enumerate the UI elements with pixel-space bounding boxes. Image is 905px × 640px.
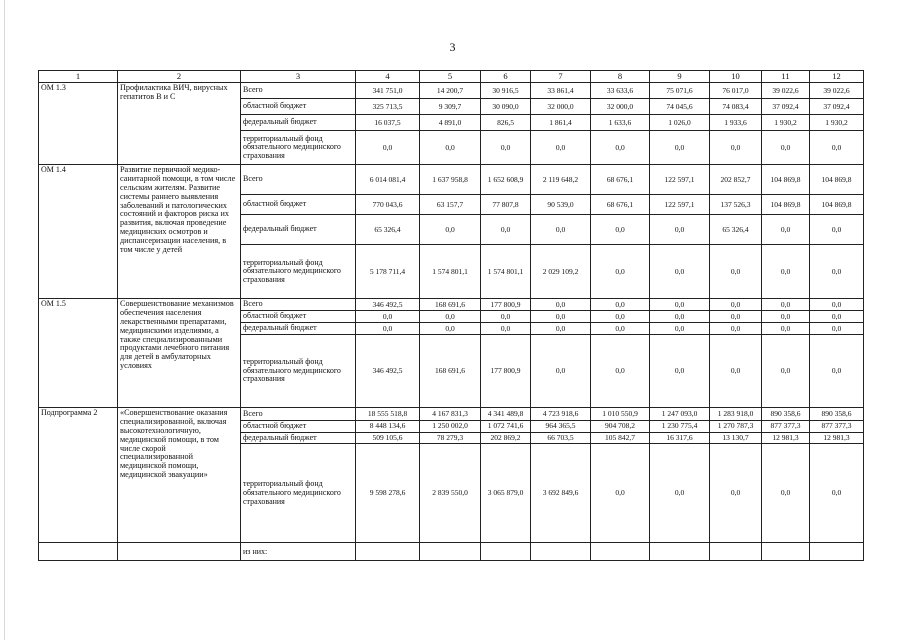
header-cell: 8	[591, 71, 650, 83]
amount-cell: 1 250 002,0	[420, 421, 481, 433]
amount-cell: 37 092,4	[762, 99, 810, 115]
table-row	[39, 299, 864, 311]
amount-cell: 137 526,3	[710, 195, 762, 215]
amount-cell: 346 492,5	[356, 299, 420, 311]
amount-cell: 1 574 801,1	[481, 245, 531, 299]
amount-cell: 826,5	[481, 115, 531, 131]
amount-cell: 0,0	[481, 323, 531, 335]
header-cell: 2	[118, 71, 241, 83]
amount-cell: 0,0	[356, 131, 420, 165]
amount-cell: 0,0	[650, 444, 710, 543]
amount-cell: 3 692 849,6	[531, 444, 591, 543]
amount-cell: 1 230 775,4	[650, 421, 710, 433]
amount-cell: 0,0	[420, 323, 481, 335]
scan-edge-line	[4, 0, 5, 640]
funding-source: территориальный фонд обязательного медицинского страхования	[241, 335, 356, 408]
header-cell: 1	[39, 71, 118, 83]
amount-cell: 2 839 550,0	[420, 444, 481, 543]
amount-cell: 0,0	[810, 131, 864, 165]
amount-cell: 30 090,0	[481, 99, 531, 115]
table-row	[39, 408, 864, 421]
amount-cell: 0,0	[531, 311, 591, 323]
measure-name: Профилактика ВИЧ, вирусных гепатитов В и С	[118, 83, 241, 165]
amount-cell: 0,0	[591, 335, 650, 408]
amount-cell: 0,0	[420, 131, 481, 165]
empty-cell	[356, 543, 420, 561]
amount-cell: 890 358,6	[810, 408, 864, 421]
amount-cell: 904 708,2	[591, 421, 650, 433]
funding-source: федеральный бюджет	[241, 432, 356, 444]
empty-cell	[710, 543, 762, 561]
amount-cell: 0,0	[762, 215, 810, 245]
header-cell: 3	[241, 71, 356, 83]
amount-cell: 30 916,5	[481, 83, 531, 99]
amount-cell: 9 309,7	[420, 99, 481, 115]
amount-cell: 0,0	[650, 245, 710, 299]
amount-cell: 0,0	[531, 335, 591, 408]
amount-cell: 0,0	[762, 335, 810, 408]
amount-cell: 1 637 958,8	[420, 165, 481, 195]
amount-cell: 74 045,6	[650, 99, 710, 115]
budget-table	[38, 70, 864, 561]
amount-cell: 1 026,0	[650, 115, 710, 131]
amount-cell: 1 010 550,9	[591, 408, 650, 421]
amount-cell: 0,0	[591, 311, 650, 323]
amount-cell: 0,0	[591, 444, 650, 543]
amount-cell: 1 247 093,0	[650, 408, 710, 421]
funding-source: областной бюджет	[241, 311, 356, 323]
amount-cell: 32 000,0	[531, 99, 591, 115]
amount-cell: 63 157,7	[420, 195, 481, 215]
empty-cell	[39, 543, 118, 561]
amount-cell: 105 842,7	[591, 432, 650, 444]
measure-name: Совершенствование механизмов обеспечения населения лекарственными препаратами, медицинскими изделиями, а также специализированными продуктами лечебного питания для детей в амбулаторных условиях	[118, 299, 241, 408]
amount-cell: 0,0	[762, 444, 810, 543]
header-cell: 6	[481, 71, 531, 83]
amount-cell: 39 022,6	[762, 83, 810, 99]
funding-source: Всего	[241, 83, 356, 99]
subtotal-label: из них:	[241, 543, 356, 561]
amount-cell: 0,0	[810, 444, 864, 543]
amount-cell: 33 861,4	[531, 83, 591, 99]
header-row	[39, 71, 864, 83]
empty-cell	[420, 543, 481, 561]
amount-cell: 1 283 918,0	[710, 408, 762, 421]
amount-cell: 1 270 787,3	[710, 421, 762, 433]
amount-cell: 78 279,3	[420, 432, 481, 444]
amount-cell: 90 539,0	[531, 195, 591, 215]
amount-cell: 68 676,1	[591, 195, 650, 215]
amount-cell: 75 071,6	[650, 83, 710, 99]
table-row	[39, 83, 864, 99]
amount-cell: 964 365,5	[531, 421, 591, 433]
amount-cell: 39 022,6	[810, 83, 864, 99]
amount-cell: 122 597,1	[650, 195, 710, 215]
amount-cell: 8 448 134,6	[356, 421, 420, 433]
funding-source: федеральный бюджет	[241, 323, 356, 335]
amount-cell: 4 341 489,8	[481, 408, 531, 421]
amount-cell: 0,0	[762, 299, 810, 311]
amount-cell: 168 691,6	[420, 299, 481, 311]
amount-cell: 18 555 518,8	[356, 408, 420, 421]
amount-cell: 0,0	[591, 131, 650, 165]
amount-cell: 0,0	[356, 323, 420, 335]
amount-cell: 0,0	[356, 311, 420, 323]
amount-cell: 0,0	[531, 299, 591, 311]
measure-code: ОМ 1.3	[39, 83, 118, 165]
empty-cell	[650, 543, 710, 561]
funding-source: Всего	[241, 165, 356, 195]
amount-cell: 1 930,2	[810, 115, 864, 131]
amount-cell: 104 869,8	[762, 195, 810, 215]
amount-cell: 13 130,7	[710, 432, 762, 444]
header-cell: 11	[762, 71, 810, 83]
amount-cell: 1 861,4	[531, 115, 591, 131]
amount-cell: 65 326,4	[710, 215, 762, 245]
funding-source: областной бюджет	[241, 195, 356, 215]
amount-cell: 0,0	[710, 131, 762, 165]
header-cell: 10	[710, 71, 762, 83]
amount-cell: 33 633,6	[591, 83, 650, 99]
amount-cell: 877 377,3	[762, 421, 810, 433]
amount-cell: 177 800,9	[481, 299, 531, 311]
amount-cell: 0,0	[810, 323, 864, 335]
amount-cell: 4 167 831,3	[420, 408, 481, 421]
amount-cell: 877 377,3	[810, 421, 864, 433]
funding-source: Всего	[241, 408, 356, 421]
empty-cell	[762, 543, 810, 561]
amount-cell: 0,0	[650, 335, 710, 408]
amount-cell: 0,0	[762, 311, 810, 323]
amount-cell: 68 676,1	[591, 165, 650, 195]
amount-cell: 9 598 278,6	[356, 444, 420, 543]
header-cell: 12	[810, 71, 864, 83]
amount-cell: 1 652 608,9	[481, 165, 531, 195]
amount-cell: 325 713,5	[356, 99, 420, 115]
amount-cell: 1 072 741,6	[481, 421, 531, 433]
page-number: 3	[449, 40, 456, 54]
amount-cell: 4 723 918,6	[531, 408, 591, 421]
amount-cell: 12 981,3	[810, 432, 864, 444]
amount-cell: 32 000,0	[591, 99, 650, 115]
amount-cell: 0,0	[810, 311, 864, 323]
amount-cell: 0,0	[481, 131, 531, 165]
funding-source: областной бюджет	[241, 421, 356, 433]
amount-cell: 890 358,6	[762, 408, 810, 421]
amount-cell: 0,0	[591, 245, 650, 299]
amount-cell: 122 597,1	[650, 165, 710, 195]
amount-cell: 0,0	[650, 299, 710, 311]
amount-cell: 77 807,8	[481, 195, 531, 215]
amount-cell: 0,0	[531, 131, 591, 165]
amount-cell: 2 119 648,2	[531, 165, 591, 195]
amount-cell: 0,0	[810, 299, 864, 311]
amount-cell: 1 633,6	[591, 115, 650, 131]
funding-source: территориальный фонд обязательного медицинского страхования	[241, 444, 356, 543]
amount-cell: 0,0	[531, 215, 591, 245]
amount-cell: 0,0	[650, 311, 710, 323]
amount-cell: 0,0	[810, 215, 864, 245]
amount-cell: 0,0	[762, 131, 810, 165]
amount-cell: 202 869,2	[481, 432, 531, 444]
amount-cell: 37 092,4	[810, 99, 864, 115]
empty-cell	[591, 543, 650, 561]
amount-cell: 202 852,7	[710, 165, 762, 195]
amount-cell: 0,0	[650, 215, 710, 245]
amount-cell: 104 869,8	[762, 165, 810, 195]
amount-cell: 177 800,9	[481, 335, 531, 408]
empty-cell	[531, 543, 591, 561]
measure-code: ОМ 1.4	[39, 165, 118, 299]
amount-cell: 770 043,6	[356, 195, 420, 215]
amount-cell: 12 981,3	[762, 432, 810, 444]
amount-cell: 0,0	[710, 245, 762, 299]
amount-cell: 0,0	[650, 131, 710, 165]
empty-cell	[118, 543, 241, 561]
amount-cell: 0,0	[762, 323, 810, 335]
funding-source: федеральный бюджет	[241, 115, 356, 131]
header-cell: 5	[420, 71, 481, 83]
amount-cell: 65 326,4	[356, 215, 420, 245]
funding-source: территориальный фонд обязательного медицинского страхования	[241, 131, 356, 165]
amount-cell: 0,0	[710, 444, 762, 543]
amount-cell: 0,0	[710, 299, 762, 311]
amount-cell: 66 703,5	[531, 432, 591, 444]
amount-cell: 1 933,6	[710, 115, 762, 131]
amount-cell: 0,0	[810, 335, 864, 408]
funding-source: территориальный фонд обязательного медицинского страхования	[241, 245, 356, 299]
amount-cell: 4 891,0	[420, 115, 481, 131]
funding-source: федеральный бюджет	[241, 215, 356, 245]
amount-cell: 1 930,2	[762, 115, 810, 131]
amount-cell: 74 083,4	[710, 99, 762, 115]
amount-cell: 16 317,6	[650, 432, 710, 444]
amount-cell: 0,0	[420, 215, 481, 245]
amount-cell: 76 017,0	[710, 83, 762, 99]
measure-name: «Совершенствование оказания специализированной, включая высокотехнологичную, медицинской помощи, в том числе скорой специализированной медицинской помощи, медицинской эвакуации»	[118, 408, 241, 543]
amount-cell: 2 029 109,2	[531, 245, 591, 299]
amount-cell: 6 014 081,4	[356, 165, 420, 195]
amount-cell: 0,0	[591, 215, 650, 245]
amount-cell: 0,0	[810, 245, 864, 299]
empty-cell	[481, 543, 531, 561]
amount-cell: 5 178 711,4	[356, 245, 420, 299]
amount-cell: 341 751,0	[356, 83, 420, 99]
amount-cell: 0,0	[481, 311, 531, 323]
amount-cell: 0,0	[710, 335, 762, 408]
amount-cell: 0,0	[531, 323, 591, 335]
header-cell: 4	[356, 71, 420, 83]
amount-cell: 0,0	[420, 311, 481, 323]
amount-cell: 0,0	[591, 323, 650, 335]
header-cell: 9	[650, 71, 710, 83]
amount-cell: 0,0	[591, 299, 650, 311]
amount-cell: 1 574 801,1	[420, 245, 481, 299]
amount-cell: 0,0	[762, 245, 810, 299]
table-row	[39, 543, 864, 561]
amount-cell: 0,0	[650, 323, 710, 335]
measure-code: ОМ 1.5	[39, 299, 118, 408]
measure-name: Развитие первичной медико-санитарной помощи, в том числе сельским жителям. Развитие системы раннего выявления заболеваний и патологических состояний и факторов риска их развития, включая проведение медицинских осмотров и диспансеризации населения, в том числе у детей	[118, 165, 241, 299]
amount-cell: 104 869,8	[810, 195, 864, 215]
amount-cell: 346 492,5	[356, 335, 420, 408]
header-cell: 7	[531, 71, 591, 83]
amount-cell: 16 037,5	[356, 115, 420, 131]
measure-code: Подпрограмма 2	[39, 408, 118, 543]
amount-cell: 104 869,8	[810, 165, 864, 195]
amount-cell: 0,0	[710, 311, 762, 323]
funding-source: областной бюджет	[241, 99, 356, 115]
funding-source: Всего	[241, 299, 356, 311]
empty-cell	[810, 543, 864, 561]
amount-cell: 0,0	[481, 215, 531, 245]
amount-cell: 0,0	[710, 323, 762, 335]
table-row	[39, 165, 864, 195]
amount-cell: 168 691,6	[420, 335, 481, 408]
amount-cell: 509 105,6	[356, 432, 420, 444]
amount-cell: 3 065 879,0	[481, 444, 531, 543]
amount-cell: 14 200,7	[420, 83, 481, 99]
